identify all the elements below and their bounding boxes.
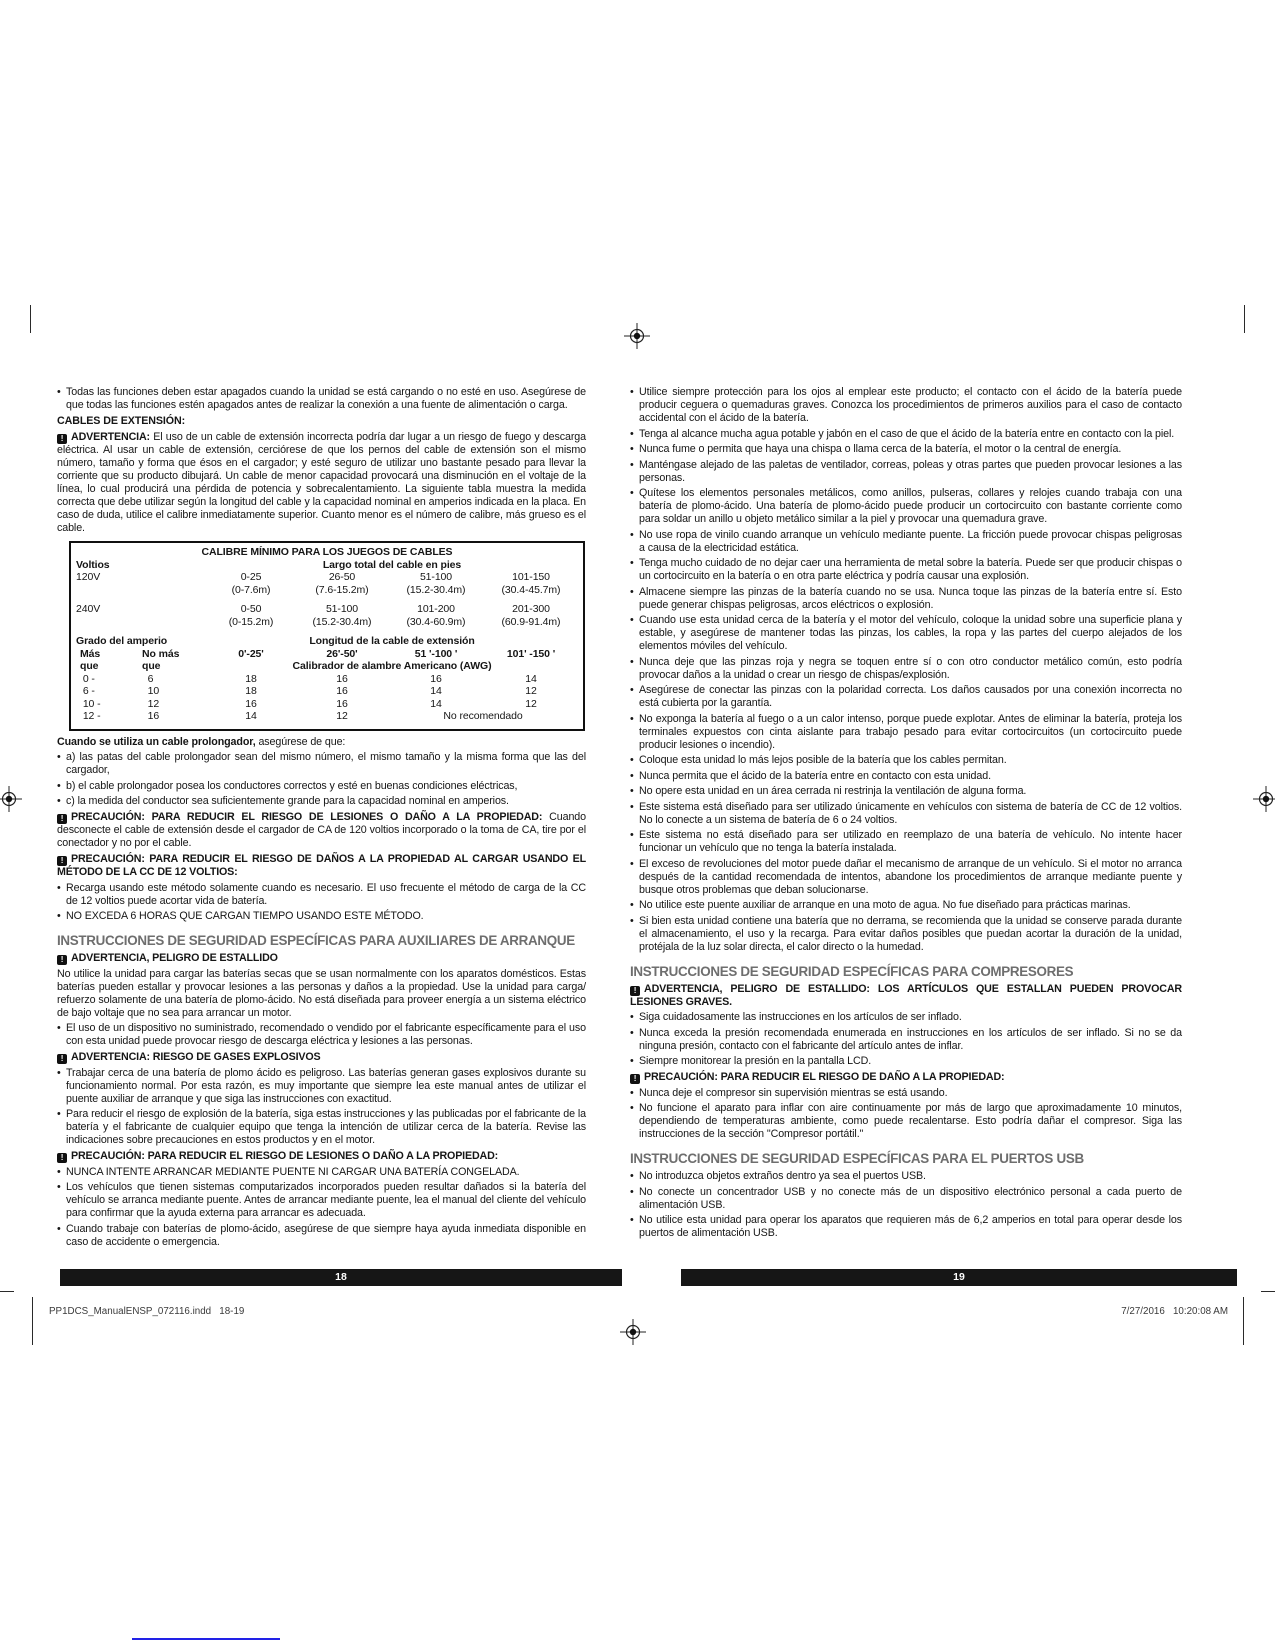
registration-mark-icon xyxy=(0,786,22,812)
bullet-item: • Nunca deje que las pinzas roja y negra se toquen entre sí o con otro conductor metálico común, esto podría provocar daños a la unidad o crear un riesgo de chispas/explosión. xyxy=(630,656,1182,682)
table-cell: 18 xyxy=(245,685,257,697)
bullet-item: • No opere esta unidad en un área cerrada ni restrinja la ventilación de alguna forma. xyxy=(630,785,1182,798)
warning-icon: ! xyxy=(57,1153,67,1163)
table-cell: 12 xyxy=(336,710,348,722)
table-header: Longitud de la cable de extensión xyxy=(309,635,475,647)
crop-mark xyxy=(32,1297,33,1345)
table-cell: 16 xyxy=(430,672,442,685)
bullet-item: • Los vehículos que tienen sistemas computarizados incorporados pueden resultar dañados si la batería del vehículo se arranca mediante puente. Antes de arrancar mediante puente, lea el manual del cliente del vehículo para confirmar que la ayuda externa para arrancar es adecuada. xyxy=(57,1181,586,1220)
bullet-item: • Este sistema está diseñado para ser utilizado únicamente en vehículos con sistema de batería de CC de 12 voltios. No lo conecte a un sistema de batería de 6 o 24 voltios. xyxy=(630,801,1182,827)
registration-mark-icon xyxy=(1253,786,1275,812)
bullet-item: • No utilice este puente auxiliar de arranque en una moto de agua. No fue diseñado para prácticas marinas. xyxy=(630,899,1182,912)
warning-paragraph: ! ADVERTENCIA: RIESGO DE GASES EXPLOSIVOS xyxy=(57,1051,586,1064)
blue-underline-mark xyxy=(132,1638,280,1640)
footer-timestamp: 7/27/2016 10:20:08 AM xyxy=(1121,1306,1228,1317)
bullet-item: • Siempre monitorear la presión en la pantalla LCD. xyxy=(630,1055,1182,1068)
bullet-item: • Recarga usando este método solamente cuando es necesario. El uso frecuente el método de carga de la CC de 12 voltios puede acortar vida de batería. xyxy=(57,882,586,908)
table-cell: 12 xyxy=(142,697,160,710)
warning-icon: ! xyxy=(57,1054,67,1064)
bullet-item: • Tenga al alcance mucha agua potable y jabón en el caso de que el ácido de la batería entre en contacto con la piel. xyxy=(630,428,1182,441)
warning-icon: ! xyxy=(630,1074,640,1084)
bullet-item: • Trabajar cerca de una batería de plomo ácido es peligroso. Las baterías generan gases explosivos durante su funcionamiento normal. Por esta razón, es muy importante que siempre lea este manual antes de utilizar el puente auxiliar de arranque y que siga las instrucciones con exactitud. xyxy=(57,1067,586,1106)
crop-mark xyxy=(0,1291,14,1292)
table-header: Largo total del cable en pies xyxy=(322,558,462,571)
bullet-item: • Siga cuidadosamente las instrucciones en los artículos de ser inflado. xyxy=(630,1011,1182,1024)
crop-mark xyxy=(1244,305,1245,333)
bullet-item: • Nunca exceda la presión recomendada enumerada en instrucciones en los artículos de ser inflado. Si no se da ninguna presión, contacto con el fabricante del artículo antes de inflar. xyxy=(630,1027,1182,1053)
bullet-item: • No use ropa de vinilo cuando arranque un vehículo mediante puente. La fricción puede provocar chispas peligrosas a causa de la electricidad estática. xyxy=(630,529,1182,555)
table-cell: 240V xyxy=(76,603,101,615)
table-cell: 12 xyxy=(525,697,537,710)
warning-paragraph: ! PRECAUCIÓN: PARA REDUCIR EL RIESGO DE DAÑO A LA PROPIEDAD: xyxy=(630,1071,1182,1084)
bullet-item: • Manténgase alejado de las paletas de ventilador, correas, poleas y otras partes que pueden provocar lesiones a las personas. xyxy=(630,459,1182,485)
table-cell: 51-100 (15.2-30.4m) xyxy=(406,571,466,596)
page-number: 19 xyxy=(953,1271,965,1283)
warning-icon: ! xyxy=(57,814,67,824)
bullet-item: • Nunca fume o permita que haya una chispa o llama cerca de la batería, el motor o la central de energía. xyxy=(630,443,1182,456)
bullet-item: • No exponga la batería al fuego o a un calor intenso, porque puede explotar. Antes de eliminar la batería, proteja los terminales expuestos con cinta aislante para trabajo pesado para evitar cortocircuitos (un cortocircuito puede producir lesiones o incendio). xyxy=(630,713,1182,752)
table-cell: 14 xyxy=(245,710,257,722)
bullet-item: • No funcione el aparato para inflar con aire continuamente por más de largo que aproximadamente 10 minutos, dependiendo de temperaturas ambiente, como puede recalentarse. Esto podría dañar el compresor. Siga las instrucciones de la sección "Compresor portátil." xyxy=(630,1102,1182,1141)
bullet-item: • b) el cable prolongador posea los conductores correctos y esté en buenas condiciones eléctricas, xyxy=(57,780,586,793)
warning-icon: ! xyxy=(57,955,67,965)
table-title: CALIBRE MÍNIMO PARA LOS JUEGOS DE CABLES xyxy=(201,546,453,558)
table-cell: 12 - xyxy=(80,710,101,722)
table-cell: 0-25 (0-7.6m) xyxy=(231,571,271,596)
warning-paragraph: ! PRECAUCIÓN: PARA REDUCIR EL RIESGO DE DAÑOS A LA PROPIEDAD AL CARGAR USANDO EL MÉTODO DE LA CC DE 12 VOLTIOS: xyxy=(57,853,586,878)
bullet-item: • Este sistema no está diseñado para ser utilizado en reemplazo de una batería de vehículo. No intente hacer funcionar un vehículo que no tenga la batería instalada. xyxy=(630,829,1182,855)
table-header: Calibrador de alambre Americano (AWG) xyxy=(292,660,492,672)
table-header: 101' -150 ' xyxy=(506,647,556,660)
bullet-item: • Almacene siempre las pinzas de la batería cuando no se usa. Nunca toque las pinzas de la batería entre sí. Esto puede generar chispas peligrosas, arcos eléctricos o explosión. xyxy=(630,586,1182,612)
bullet-item: • Para reducir el riesgo de explosión de la batería, siga estas instrucciones y las publicadas por el fabricante de la batería y el fabricante de cualquier equipo que tenga la intención de utilizar cerca de la batería. Revise las indicaciones sobre precauciones en estos productos y en el motor. xyxy=(57,1108,586,1147)
right-page-column xyxy=(630,386,1182,1243)
table-header: Voltios xyxy=(76,558,110,571)
table-header: Grado del amperio xyxy=(76,635,168,647)
bullet-item: • NO EXCEDA 6 HORAS QUE CARGAN TIEMPO USANDO ESTE MÉTODO. xyxy=(57,910,586,923)
bullet-item: • a) las patas del cable prolongador sean del mismo número, el mismo tamaño y la misma forma que las del cargador, xyxy=(57,751,586,777)
subsection-heading: CABLES DE EXTENSIÓN: xyxy=(57,415,186,427)
page-number-bar-right xyxy=(681,1269,1237,1286)
table-cell: 16 xyxy=(142,710,160,722)
bullet-item: • Cuando use esta unidad cerca de la batería y el motor del vehículo, coloque la unidad sobre una superficie plana y estable, y asegúrese de mantener todas las pinzas, los cables, la ropa y las partes del cuerpo alejados de los elementos móviles del vehículo. xyxy=(630,614,1182,653)
registration-mark-icon xyxy=(620,1319,646,1345)
warning-paragraph: ! ADVERTENCIA: El uso de un cable de extensión incorrecta podría dar lugar a un riesgo de fuego y descarga eléctrica. Al usar un cable de extensión, cerciórese de que los pernos del cable de extensión son el mismo número, tamaño y forma que ésos en el cargador; y esté seguro de utilizar uno bastante pesado para llevar la corriente que su producto dibujará. Un cable de menor capacidad provocará una disminución en el voltaje de la línea, lo cual producirá una pérdida de potencia y sobrecalentamiento. La siguiente tabla muestra la medida correcta que debe utilizar según la longitud del cable y la capacidad nominal en amperios indicada en la placa. En caso de duda, utilice el calibre inmediatamente superior. Cuanto menor es el número de calibre, más grueso es el cable. xyxy=(57,431,586,534)
table-cell: 0 - xyxy=(80,672,95,685)
bullet-item: • Utilice siempre protección para los ojos al emplear este producto; el contacto con el ácido de la batería puede producir ceguera o quemaduras graves. Conozca los procedimientos de primeros auxilios para el caso de contacto accidental con el ácido de la batería. xyxy=(630,386,1182,425)
bullet-item: • Cuando trabaje con baterías de plomo-ácido, asegúrese de que siempre haya ayuda inmediata disponible en caso de accidente o emergencia. xyxy=(57,1223,586,1249)
bullet-item: • El exceso de revoluciones del motor puede dañar el mecanismo de arranque de un vehículo. Si el motor no arranca después de la cantidad recomendada de intentos, abandone los procedimientos de arranque mediante puente y busque otros problemas que deban solucionarse. xyxy=(630,858,1182,897)
table-cell: 16 xyxy=(245,697,257,710)
bullet-item: • NUNCA INTENTE ARRANCAR MEDIANTE PUENTE NI CARGAR UNA BATERÍA CONGELADA. xyxy=(57,1166,586,1179)
table-header: 0'-25' xyxy=(238,647,264,660)
cable-gauge-table xyxy=(69,541,585,731)
table-cell: 26-50 (7.6-15.2m) xyxy=(315,571,369,596)
section-heading: INSTRUCCIONES DE SEGURIDAD ESPECÍFICAS PARA EL PUERTOS USB xyxy=(630,1151,1084,1166)
warning-paragraph: ! PRECAUCIÓN: PARA REDUCIR EL RIESGO DE LESIONES O DAÑO A LA PROPIEDAD: xyxy=(57,1150,586,1163)
page-number-bar-left xyxy=(60,1269,622,1286)
table-cell: 18 xyxy=(245,672,257,685)
table-cell: 101-150 (30.4-45.7m) xyxy=(501,571,561,596)
warning-paragraph: ! PRECAUCIÓN: PARA REDUCIR EL RIESGO DE LESIONES O DAÑO A LA PROPIEDAD: Cuando desconecte el cable de extensión desde el cargador de CA de 120 voltios incorporado o la toma de CA, tire por el conectador y no por el cable. xyxy=(57,811,586,849)
table-cell: 14 xyxy=(430,685,442,697)
section-heading: INSTRUCCIONES DE SEGURIDAD ESPECÍFICAS PARA COMPRESORES xyxy=(630,963,1074,979)
bullet-item: • Asegúrese de conectar las pinzas con la polaridad correcta. Los daños causados por una conexión incorrecta no está cubierta por la garantía. xyxy=(630,684,1182,710)
bullet-item: • Si bien esta unidad contiene una batería que no derrama, se recomienda que la unidad se conserve parada durante el almacenamiento, el uso y la recarga. Para evitar daños posibles que puedan acortar la duración de la unidad, protéjala de la luz solar directa, el calor directo o la humedad. xyxy=(630,915,1182,954)
bullet-item: • El uso de un dispositivo no suministrado, recomendado o vendido por el fabricante específicamente para el uso con esta unidad puede provocar riesgo de descarga eléctrica y lesiones a las personas. xyxy=(57,1022,586,1048)
warning-icon: ! xyxy=(630,986,640,996)
paragraph: No utilice la unidad para cargar las baterías secas que se usan normalmente con los aparatos domésticos. Estas baterías pueden estallar y provocar lesiones a las personas y daños a la propiedad. Use la unidad para carga/ refuerzo solamente de una batería de plomo-ácido. No está diseñada para proveer energía a un sistema eléctrico de bajo voltaje que no sea para arrancar un motor. xyxy=(57,967,586,1019)
table-header: 26'-50' xyxy=(326,647,358,660)
bullet-item: • Coloque esta unidad lo más lejos posible de la batería que los cables permitan. xyxy=(630,754,1182,767)
bullet-item: • No utilice esta unidad para operar los aparatos que requieren más de 6,2 amperios en total para operar desde los puertos de alimentación USB. xyxy=(630,1214,1182,1240)
table-cell: 12 xyxy=(525,685,537,697)
table-cell: 51-100 (15.2-30.4m) xyxy=(312,603,372,628)
table-cell: 0-50 (0-15.2m) xyxy=(228,603,274,628)
bullet-item: • No conecte un concentrador USB y no conecte más de un dispositivo electrónico personal a cada puerto de alimentación USB. xyxy=(630,1186,1182,1212)
table-header: No más xyxy=(142,647,180,660)
registration-mark-icon xyxy=(624,323,650,349)
table-cell: 10 xyxy=(142,685,160,697)
bullet-item: • Todas las funciones deben estar apagados cuando la unidad se está cargando o no esté en uso. Asegúrese de que todas las funciones estén apagados antes de realizar la conexión a una fuente de alimentación o carga. xyxy=(57,386,586,412)
table-cell: 16 xyxy=(336,672,348,685)
warning-icon: ! xyxy=(57,856,67,866)
table-cell: 10 - xyxy=(80,697,101,710)
table-cell: 120V xyxy=(76,571,101,583)
table-cell: 14 xyxy=(430,697,442,710)
bullet-item: • Quítese los elementos personales metálicos, como anillos, pulseras, collares y relojes cuando trabaja con una batería de plomo-ácido. Una batería de plomo-ácido puede producir un cortocircuito con bastante corriente como para soldar un anillo u objeto metálico similar a la piel y provocar una quemadura grave. xyxy=(630,487,1182,526)
bullet-item: • Nunca permita que el ácido de la batería entre en contacto con esta unidad. xyxy=(630,770,1182,783)
table-cell: 6 xyxy=(142,672,154,685)
bullet-item: • Tenga mucho cuidado de no dejar caer una herramienta de metal sobre la batería. Puede ser que producir chispas o un cortocircuito en la batería o en otra parte eléctrica y podría causar una explosión. xyxy=(630,557,1182,583)
left-page-column xyxy=(57,386,586,1251)
table-header: 51 '-100 ' xyxy=(414,647,458,660)
lead-paragraph: Cuando se utiliza un cable prolongador, asegúrese de que: xyxy=(57,735,346,748)
bullet-item: • Nunca deje el compresor sin supervisión mientras se está usando. xyxy=(630,1087,1182,1100)
bullet-item: • No introduzca objetos extraños dentro ya sea el puertos USB. xyxy=(630,1170,1182,1183)
warning-paragraph: ! ADVERTENCIA, PELIGRO DE ESTALLIDO: LOS ARTÍCULOS QUE ESTALLAN PUEDEN PROVOCAR LESIONES GRAVES. xyxy=(630,982,1182,1008)
crop-mark xyxy=(1261,1291,1275,1292)
crop-mark xyxy=(1243,1297,1244,1345)
table-header: que xyxy=(80,660,99,672)
table-cell: 16 xyxy=(336,697,348,710)
footer-filename: PP1DCS_ManualENSP_072116.indd 18-19 xyxy=(49,1306,245,1317)
table-cell: 6 - xyxy=(80,685,95,697)
warning-paragraph: ! ADVERTENCIA, PELIGRO DE ESTALLIDO xyxy=(57,952,586,965)
table-cell: 14 xyxy=(525,672,537,685)
table-cell: 201-300 (60.9-91.4m) xyxy=(501,603,561,628)
table-cell: 101-200 (30.4-60.9m) xyxy=(406,603,466,628)
crop-mark xyxy=(30,305,31,333)
bullet-item: • c) la medida del conductor sea suficientemente grande para la capacidad nominal en amperios. xyxy=(57,795,586,808)
table-header: que xyxy=(142,660,161,672)
table-header: Más xyxy=(80,647,101,660)
section-heading: INSTRUCCIONES DE SEGURIDAD ESPECÍFICAS PARA AUXILIARES DE ARRANQUE xyxy=(57,933,575,948)
table-cell: No recomendado xyxy=(443,710,523,722)
warning-icon: ! xyxy=(57,434,67,444)
table-cell: 16 xyxy=(336,685,348,697)
page-number: 18 xyxy=(335,1271,347,1283)
